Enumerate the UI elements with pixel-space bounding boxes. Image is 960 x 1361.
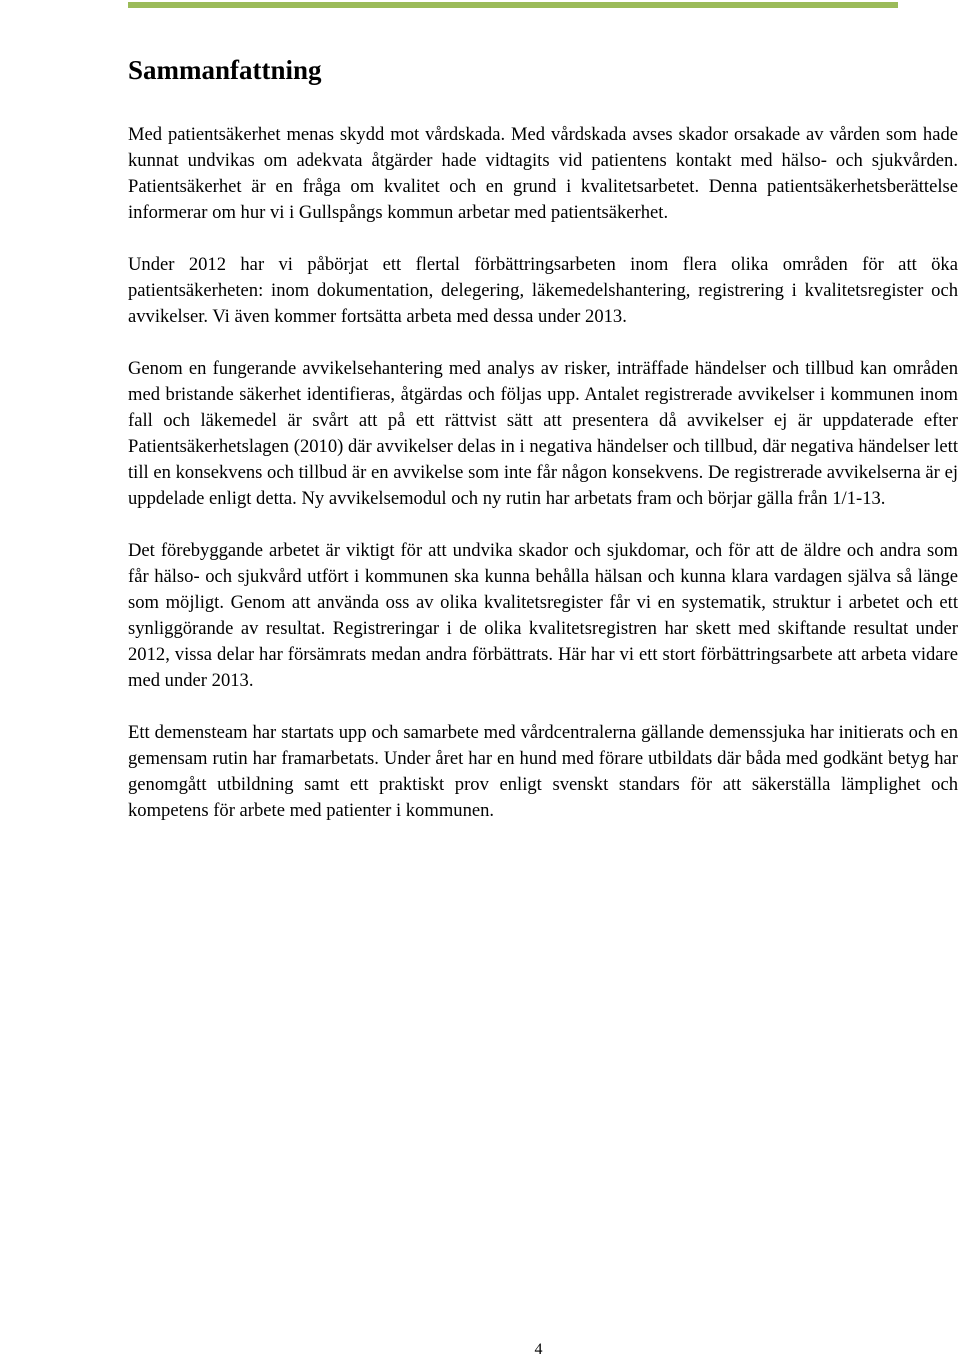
paragraph-intro: Med patientsäkerhet menas skydd mot vårdskada. Med vårdskada avses skador orsakade av vården som hade kunnat undvikas om adekvata åtgärder hade vidtagits vid patientens kontakt med hälso- och sjukvården. Patientsäkerhet är en fråga om kvalitet och en grund i kvalitetsarbetet. Denna patientsäkerhetsberättelse informerar om hur vi i Gullspångs kommun arbetar med patientsäkerhet.	[128, 124, 958, 223]
page-content	[128, 52, 958, 850]
paragraph-improvements-2012: Under 2012 har vi påbörjat ett flertal förbättringsarbeten inom flera olika områden för att öka patientsäkerheten: inom dokumentation, delegering, läkemedelshantering, registrering i kvalitetsregister och avvikelser. Vi även kommer fortsätta arbeta med dessa under 2013.	[128, 254, 958, 327]
page-number: 4	[534, 1341, 543, 1358]
paragraph-preventive-work: Det förebyggande arbetet är viktigt för att undvika skador och sjukdomar, och för att de äldre och andra som får hälso- och sjukvård utfört i kommunen ska kunna behålla hälsan och kunna klara vardagen själva så länge som möjligt. Genom att använda oss av olika kvalitetsregister får vi en systematik, struktur i arbetet och ett synliggörande av resultat. Registreringar i de olika kvalitetsregistren har skett med skiftande resultat under 2012, vissa delar har försämrats medan andra förbättrats. Här har vi ett stort förbättringsarbete att arbeta vidare med under 2013.	[128, 540, 958, 691]
header-rule	[128, 2, 898, 8]
paragraph-deviation-handling: Genom en fungerande avvikelsehantering med analys av risker, inträffade händelser och tillbud kan områden med bristande säkerhet identifieras, åtgärdas och följas upp. Antalet registrerade avvikelser i kommunen inom fall och läkemedel är svårt att på ett rättvist sätt att presentera då avvikelser ej är uppdaterade efter Patientsäkerhetslagen (2010) där avvikelser delas in i negativa händelser och tillbud, där negativa händelser lett till en konsekvens och tillbud är en avvikelse som inte får någon konsekvens. De registrerade avvikelserna är ej uppdelade enligt detta. Ny avvikelsemodul och ny rutin har arbetats fram och börjar gälla från 1/1-13.	[128, 358, 958, 509]
page-title: Sammanfattning	[128, 55, 322, 85]
paragraph-dementia-team: Ett demensteam har startats upp och samarbete med vårdcentralerna gällande demenssjuka har initierats och en gemensam rutin har framarbetats. Under året har en hund med förare utbildats där båda med godkänt betyg har genomgått utbildning samt ett praktiskt prov enligt svenskt standars för att säkerställa lämplighet och kompetens för arbete med patienter i kommunen.	[128, 722, 958, 821]
